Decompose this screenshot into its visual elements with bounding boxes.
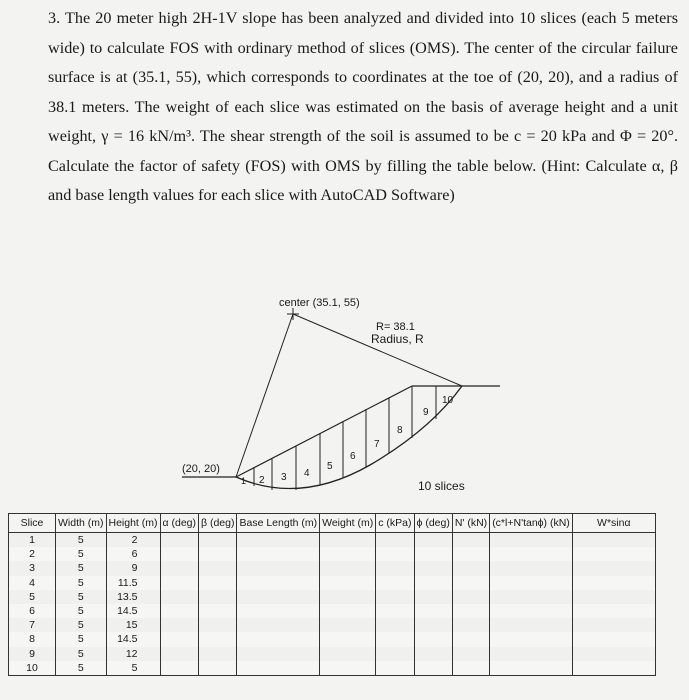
weight-cell [320,547,376,561]
alpha-cell [160,576,199,590]
phi-cell [414,661,452,676]
table-row [9,576,656,590]
slope-diagram [0,285,689,510]
cohesion-cell [376,647,414,661]
header-beta: β (deg) [199,514,237,533]
weight-cell [320,632,376,646]
normal-force-cell [452,604,489,618]
driving-force-cell [572,590,655,604]
phi-cell [414,533,452,548]
slices-label: 10 slices [418,479,465,493]
cohesion-cell [376,576,414,590]
driving-force-cell [572,547,655,561]
failure-arc [236,386,462,489]
slice-cell: 1 [9,533,56,548]
alpha-cell [160,632,199,646]
phi-cell [414,647,452,661]
base-length-cell [237,632,320,646]
weight-cell [320,618,376,632]
beta-cell [199,661,237,676]
question-number: 3. [48,9,61,27]
toe-label: (20, 20) [182,463,220,475]
cohesion-cell [376,590,414,604]
alpha-cell [160,547,199,561]
cohesion-cell [376,618,414,632]
slice-number-1: 1 [241,476,247,486]
center-label: center (35.1, 55) [279,297,360,309]
slice-cell: 6 [9,604,56,618]
base-length-cell [237,604,320,618]
width-cell: 5 [56,547,107,561]
slice-number-10: 10 [442,395,454,406]
results-table-wrapper [8,513,686,676]
height-cell: 15 [106,618,160,632]
width-cell: 5 [56,618,107,632]
header-base-length: Base Length (m) [237,514,320,533]
driving-force-cell [572,661,655,676]
resisting-force-cell [490,618,573,632]
question-text [48,4,678,211]
beta-cell [199,533,237,548]
table-row [9,632,656,646]
beta-cell [199,647,237,661]
table-row [9,590,656,604]
slice-number-3: 3 [281,472,287,483]
height-cell: 13.5 [106,590,160,604]
slice-cell: 7 [9,618,56,632]
base-length-cell [237,647,320,661]
beta-cell [199,576,237,590]
height-cell: 9 [106,561,160,575]
radius-label: Radius, R [371,332,424,346]
driving-force-cell [572,576,655,590]
alpha-cell [160,618,199,632]
height-cell: 14.5 [106,632,160,646]
beta-cell [199,590,237,604]
header-weight: Weight (m) [320,514,376,533]
question-body: The 20 meter high 2H-1V slope has been analyzed and divided into 10 slices (each 5 meters wide) to calculate FOS with ordinary method of slices (OMS). The center of the circular failure surface is at (35.1, 55), which corresponds to coordinates at the toe of (20, 20), and a radius of 38.1 meters. The weight of each slice was estimated on the basis of average height and a unit weight, γ = 16 kN/m³. The shear strength of the soil is assumed to be c = 20 kPa and Φ = 20°. Calculate the factor of safety (FOS) with OMS by filling the table below. (Hint: Calculate α, β and base length values for each slice with AutoCAD Software) [48,9,678,204]
weight-cell [320,647,376,661]
resisting-force-cell [490,647,573,661]
slice-cell: 3 [9,561,56,575]
base-length-cell [237,590,320,604]
cohesion-cell [376,533,414,548]
slope-face [236,386,412,477]
alpha-cell [160,604,199,618]
height-cell: 2 [106,533,160,548]
weight-cell [320,604,376,618]
base-length-cell [237,547,320,561]
normal-force-cell [452,632,489,646]
slice-cell: 5 [9,590,56,604]
header-phi: ϕ (deg) [414,514,452,533]
slice-number-9: 9 [423,407,429,418]
phi-cell [414,604,452,618]
resisting-force-cell [490,604,573,618]
width-cell: 5 [56,576,107,590]
slice-cell: 8 [9,632,56,646]
cohesion-cell [376,561,414,575]
phi-cell [414,618,452,632]
height-cell: 14.5 [106,604,160,618]
table-row [9,647,656,661]
slice-cell: 4 [9,576,56,590]
normal-force-cell [452,618,489,632]
cohesion-cell [376,547,414,561]
slice-number-5: 5 [327,461,333,472]
header-slice: Slice [9,514,56,533]
header-driving-force: W*sinα [572,514,655,533]
table-row [9,533,656,548]
slice-number-7: 7 [374,439,380,450]
table-header-row [9,514,656,533]
slice-number-6: 6 [350,451,356,462]
width-cell: 5 [56,661,107,676]
resisting-force-cell [490,561,573,575]
table-row [9,561,656,575]
header-normal-force: N' (kN) [452,514,489,533]
driving-force-cell [572,533,655,548]
driving-force-cell [572,561,655,575]
normal-force-cell [452,561,489,575]
slice-cell: 10 [9,661,56,676]
phi-cell [414,561,452,575]
alpha-cell [160,590,199,604]
table-row [9,547,656,561]
normal-force-cell [452,661,489,676]
width-cell: 5 [56,647,107,661]
beta-cell [199,604,237,618]
normal-force-cell [452,647,489,661]
base-length-cell [237,533,320,548]
base-length-cell [237,661,320,676]
width-cell: 5 [56,604,107,618]
resisting-force-cell [490,661,573,676]
radius-value-label: R= 38.1 [376,321,415,333]
beta-cell [199,618,237,632]
driving-force-cell [572,632,655,646]
weight-cell [320,561,376,575]
slice-cell: 9 [9,647,56,661]
resisting-force-cell [490,590,573,604]
driving-force-cell [572,647,655,661]
alpha-cell [160,661,199,676]
slice-number-4: 4 [304,468,310,479]
cohesion-cell [376,632,414,646]
width-cell: 5 [56,533,107,548]
slice-cell: 2 [9,547,56,561]
header-resisting-force: (c*l+N'tanϕ) (kN) [490,514,573,533]
table-row [9,618,656,632]
height-cell: 6 [106,547,160,561]
base-length-cell [237,576,320,590]
weight-cell [320,533,376,548]
width-cell: 5 [56,561,107,575]
beta-cell [199,547,237,561]
phi-cell [414,590,452,604]
driving-force-cell [572,618,655,632]
normal-force-cell [452,547,489,561]
slice-number-2: 2 [259,475,265,486]
phi-cell [414,576,452,590]
height-cell: 11.5 [106,576,160,590]
cohesion-cell [376,661,414,676]
cohesion-cell [376,604,414,618]
weight-cell [320,576,376,590]
header-height: Height (m) [106,514,160,533]
resisting-force-cell [490,576,573,590]
beta-cell [199,561,237,575]
header-cohesion: c (kPa) [376,514,414,533]
normal-force-cell [452,576,489,590]
resisting-force-cell [490,632,573,646]
header-width: Width (m) [56,514,107,533]
height-cell: 5 [106,661,160,676]
table-row [9,661,656,676]
alpha-cell [160,647,199,661]
slice-number-8: 8 [397,425,403,436]
resisting-force-cell [490,547,573,561]
weight-cell [320,590,376,604]
base-length-cell [237,618,320,632]
resisting-force-cell [490,533,573,548]
driving-force-cell [572,604,655,618]
alpha-cell [160,533,199,548]
weight-cell [320,661,376,676]
normal-force-cell [452,590,489,604]
beta-cell [199,632,237,646]
width-cell: 5 [56,632,107,646]
header-alpha: α (deg) [160,514,199,533]
results-table [8,513,656,676]
width-cell: 5 [56,590,107,604]
table-row [9,604,656,618]
height-cell: 12 [106,647,160,661]
normal-force-cell [452,533,489,548]
base-length-cell [237,561,320,575]
alpha-cell [160,561,199,575]
phi-cell [414,547,452,561]
phi-cell [414,632,452,646]
